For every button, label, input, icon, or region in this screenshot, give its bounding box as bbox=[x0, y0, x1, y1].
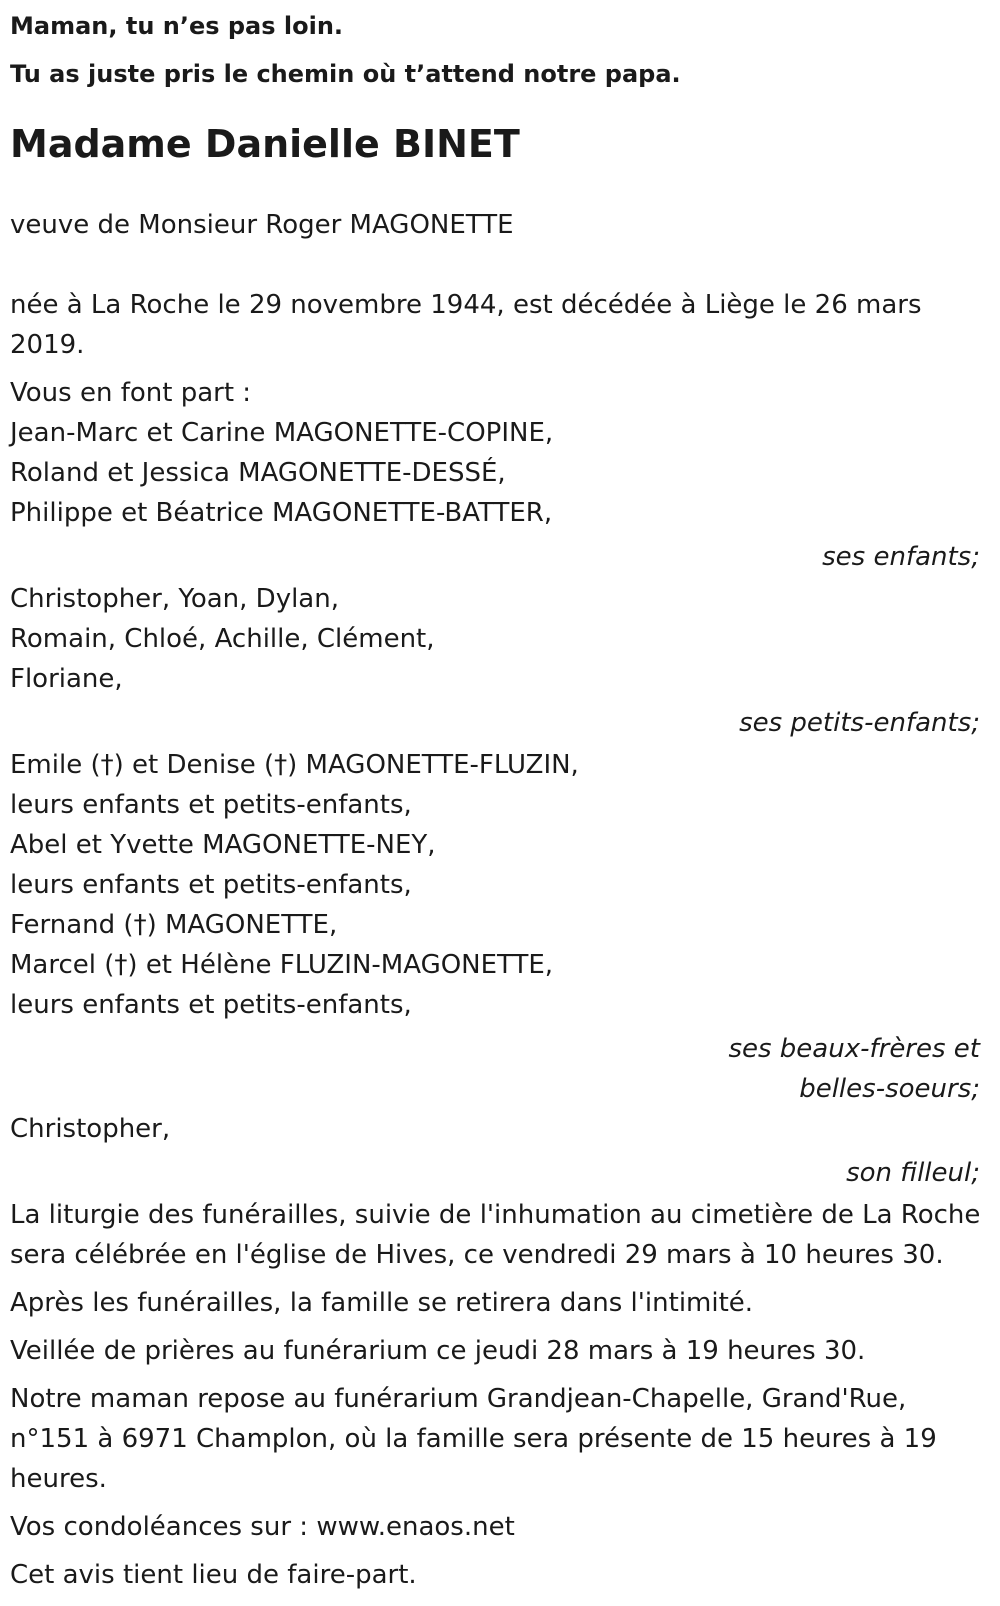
ceremony-text: La liturgie des funérailles, suivie de l'inhumation au cimetière de La Roche sera célébrée en l'église de Hives, ce vendredi 29 mars à 10 heures 30. bbox=[10, 1200, 981, 1270]
list-item: Roland et Jessica MAGONETTE-DESSÉ, bbox=[10, 458, 506, 488]
list-item: leurs enfants et petits-enfants, bbox=[10, 870, 412, 900]
list-item: Fernand (†) MAGONETTE, bbox=[10, 910, 338, 940]
role-godson: son filleul; bbox=[846, 1158, 980, 1188]
list-item: Emile (†) et Denise (†) MAGONETTE-FLUZIN, bbox=[10, 750, 579, 780]
role-in-laws-line: belles-soeurs; bbox=[799, 1074, 980, 1104]
list-item: Christopher, Yoan, Dylan, bbox=[10, 584, 339, 614]
role-grandchildren: ses petits-enfants; bbox=[739, 708, 980, 738]
in-laws-list bbox=[10, 745, 990, 1025]
list-item: Floriane, bbox=[10, 664, 123, 694]
notice-text: Cet avis tient lieu de faire-part. bbox=[10, 1560, 417, 1590]
obituary-notice bbox=[0, 2, 990, 1595]
announce-intro: Vous en font part : bbox=[10, 378, 252, 408]
list-item: leurs enfants et petits-enfants, bbox=[10, 990, 412, 1020]
list-item: Christopher, bbox=[10, 1114, 171, 1144]
epigraph-line: Maman, tu n’es pas loin. bbox=[10, 12, 344, 40]
godson-list bbox=[10, 1109, 990, 1149]
grandchildren-list bbox=[10, 579, 990, 699]
list-item: Romain, Chloé, Achille, Clément, bbox=[10, 624, 435, 654]
list-item: leurs enfants et petits-enfants, bbox=[10, 790, 412, 820]
funerarium-text: Notre maman repose au funérarium Grandjean-Chapelle, Grand'Rue, n°151 à 6971 Champlon, où la famille sera présente de 15 heures à 19 heures. bbox=[10, 1384, 937, 1494]
list-item: Jean-Marc et Carine MAGONETTE-COPINE, bbox=[10, 418, 554, 448]
list-item: Philippe et Béatrice MAGONETTE-BATTER, bbox=[10, 498, 553, 528]
role-in-laws-line: ses beaux-frères et bbox=[728, 1034, 980, 1064]
deceased-name: Madame Danielle BINET bbox=[10, 122, 520, 166]
after-funeral-text: Après les funérailles, la famille se retirera dans l'intimité. bbox=[10, 1288, 754, 1318]
epigraph-line: Tu as juste pris le chemin où t’attend notre papa. bbox=[10, 60, 681, 88]
list-item: Marcel (†) et Hélène FLUZIN-MAGONETTE, bbox=[10, 950, 554, 980]
widow-of: veuve de Monsieur Roger MAGONETTE bbox=[10, 210, 514, 240]
birth-death-text: née à La Roche le 29 novembre 1944, est décédée à Liège le 26 mars 2019. bbox=[10, 290, 922, 360]
role-children: ses enfants; bbox=[822, 542, 980, 572]
children-list bbox=[10, 413, 990, 533]
vigil-text: Veillée de prières au funérarium ce jeudi 28 mars à 19 heures 30. bbox=[10, 1336, 866, 1366]
condolences-text: Vos condoléances sur : www.enaos.net bbox=[10, 1512, 515, 1542]
list-item: Abel et Yvette MAGONETTE-NEY, bbox=[10, 830, 436, 860]
